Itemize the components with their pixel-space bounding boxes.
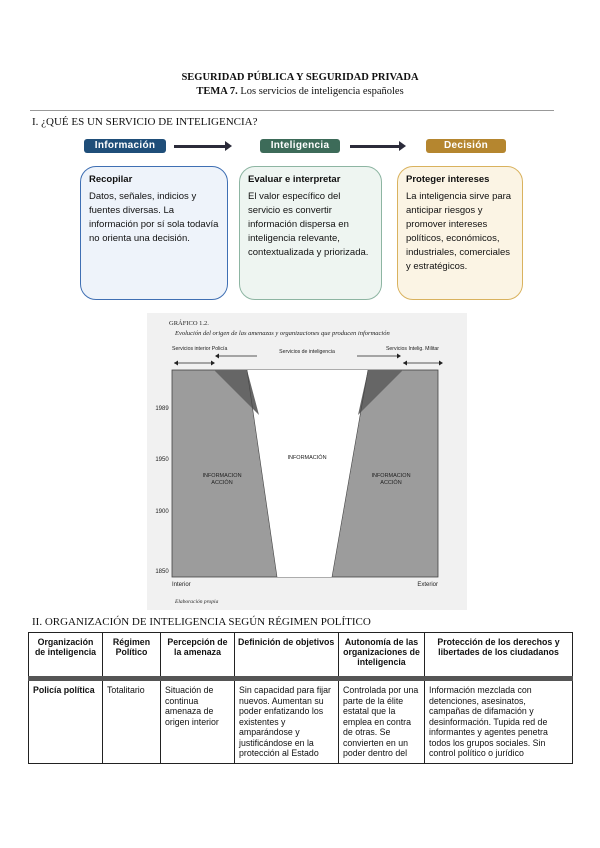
cell-objectives: Sin capacidad para fijar nuevos. Aumentan su poder enfatizando los existentes y amparándose y justificándose en la protección al Estado: [235, 679, 339, 764]
year-label: 1950: [155, 457, 169, 463]
flow-step-decision: Decisión: [426, 139, 506, 153]
table-header-row: [29, 633, 573, 679]
section-heading-2: II. ORGANIZACIÓN DE INTELIGENCIA SEGÚN RÉGIMEN POLÍTICO: [32, 616, 371, 628]
column-header: Protección de los derechos y libertades de los ciudadanos: [425, 633, 573, 679]
card-text: La inteligencia sirve para anticipar riesgos y promover intereses políticos, económicos, industriales, comerciales y estratégicos.: [406, 191, 512, 272]
label-top-left: Servicios interior Policía: [172, 346, 228, 352]
arrow-right-icon: [174, 145, 226, 148]
label-servicios-interior: [172, 346, 227, 352]
column-header: Definición de objetivos: [235, 633, 339, 679]
arrow-right-icon: [350, 145, 400, 148]
document-subtitle: [0, 86, 600, 97]
label-servicios-militar: Servicios Intelig. Militar: [385, 346, 439, 352]
year-label: 1850: [155, 569, 169, 575]
label-servicios-inteligencia: Servicios de inteligencia: [279, 349, 335, 355]
cell-regime: Totalitario: [103, 679, 161, 764]
flow-step-inteligencia: Inteligencia: [260, 139, 340, 153]
card-proteger: [397, 166, 523, 300]
card-text: El valor específico del servicio es convertir información dispersa en inteligencia relevante, contextualizada y priorizada.: [248, 191, 369, 258]
cell-organization: Policía política: [29, 679, 103, 764]
card-text: Datos, señales, indicios y fuentes diversas. La información por sí sola todavía no orienta una decisión.: [89, 191, 219, 244]
theme-text: Los servicios de inteligencia españoles: [240, 86, 404, 97]
card-recopilar: [80, 166, 228, 300]
card-evaluar: [239, 166, 382, 300]
cell-rights: Información mezclada con detenciones, asesinatos, campañas de difamación y desinformación. Tupida red de informantes y agentes penetra todos los grupos sociales. Sin control político o jurídico: [425, 679, 573, 764]
bottom-right-label: Exterior: [417, 582, 438, 588]
intelligence-organization-table: [28, 632, 573, 764]
card-title: Proteger intereses: [406, 174, 490, 185]
bottom-left-label: Interior: [172, 582, 191, 588]
cell-autonomy: Controlada por una parte de la élite estatal que la emplea en contra de otras. Se convierten en un poder dentro del: [339, 679, 425, 764]
center-area-label: INFORMACIÓN: [287, 455, 327, 461]
year-label: 1900: [155, 509, 169, 515]
section-heading-1: I. ¿QUÉ ES UN SERVICIO DE INTELIGENCIA?: [32, 116, 258, 128]
threat-evolution-figure: [147, 313, 467, 610]
document-title: SEGURIDAD PÚBLICA Y SEGURIDAD PRIVADA: [181, 72, 419, 83]
header-divider: [30, 110, 554, 111]
flow-step-informacion: Información: [84, 139, 166, 153]
column-header: Organización de inteligencia: [29, 633, 103, 679]
column-header: Percepción de la amenaza: [161, 633, 235, 679]
card-title: Evaluar e interpretar: [248, 174, 341, 185]
figure-caption-label: GRÁFICO 1.2.: [169, 320, 209, 327]
left-area-label: INFORMACIÓN ACCIÓN: [202, 473, 242, 486]
theme-label: TEMA 7.: [196, 86, 238, 97]
table-row: [29, 679, 573, 764]
right-area-label: INFORMACIÓN ACCIÓN: [371, 473, 411, 486]
column-header: Régimen Político: [103, 633, 161, 679]
card-title: Recopilar: [89, 174, 133, 185]
column-header: Autonomía de las organizaciones de inteligencia: [339, 633, 425, 679]
year-label: 1989: [155, 406, 169, 412]
figure-source: Elaboración propia: [175, 599, 219, 605]
cell-threat: Situación de continua amenaza de origen interior: [161, 679, 235, 764]
figure-caption-title: Evolución del origen de las amenazas y organizaciones que producen información: [175, 330, 390, 337]
